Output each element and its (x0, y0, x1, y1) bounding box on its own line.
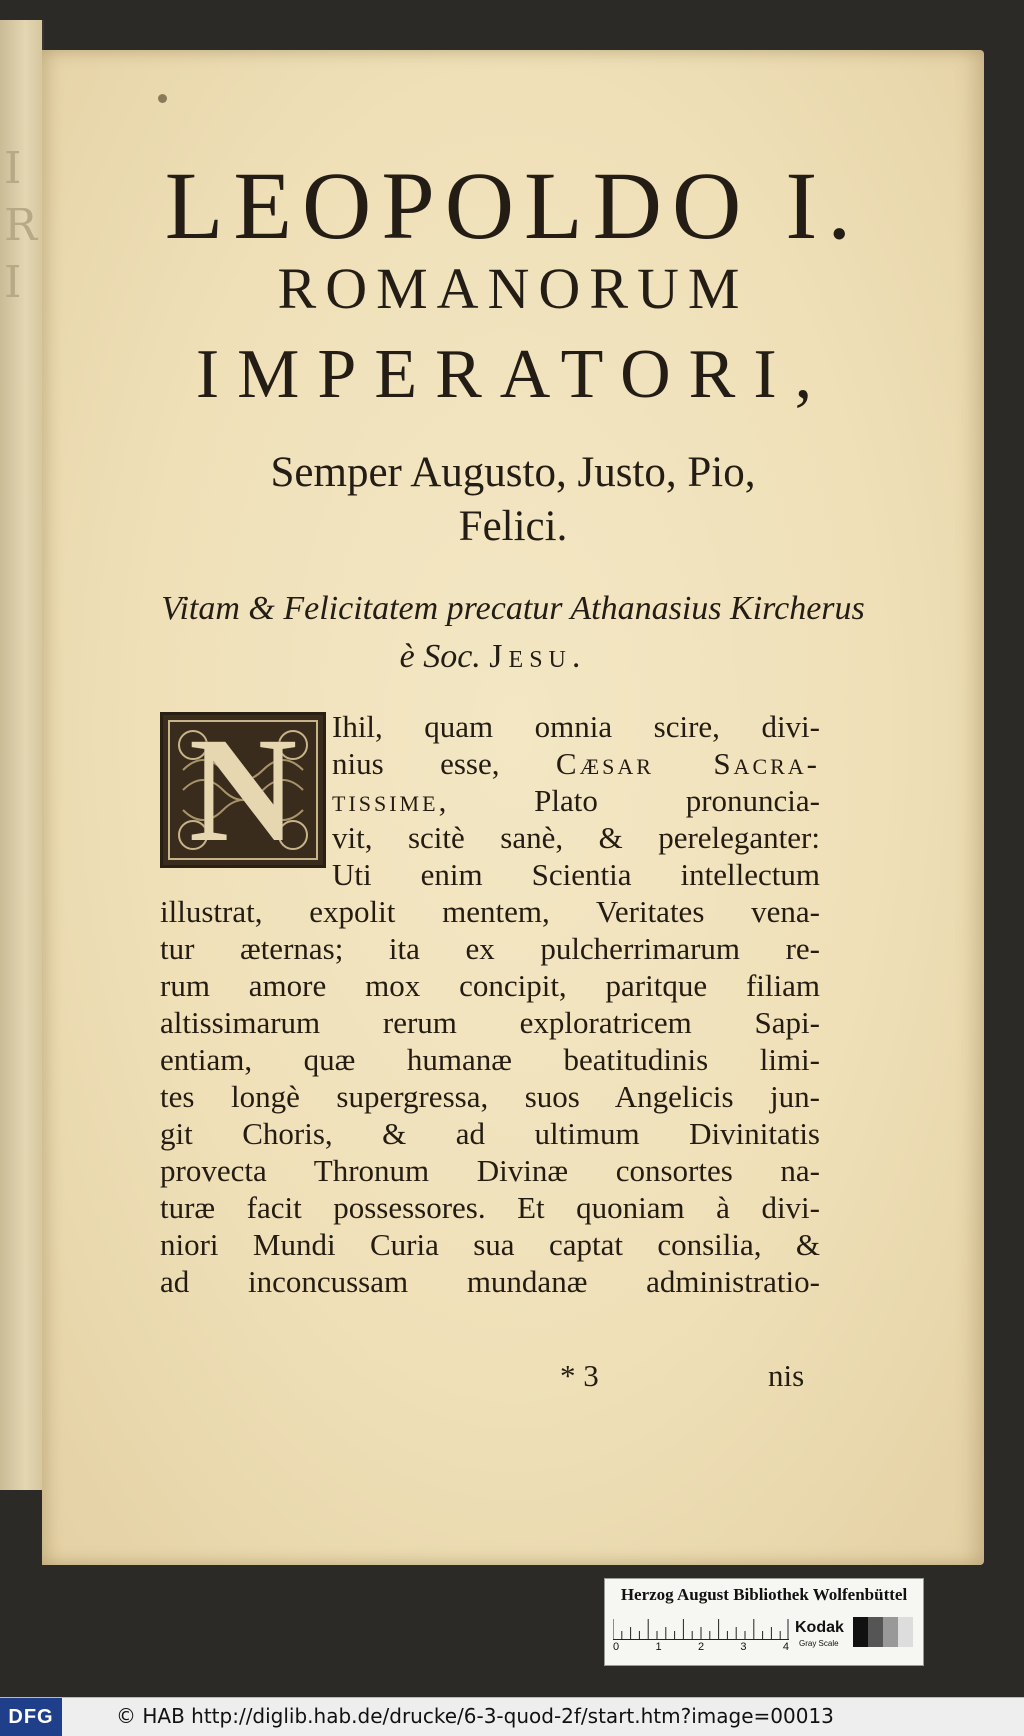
dedication-line-1: Vitam & Felicitatem precatur Athanasius Kircherus (161, 590, 865, 627)
ruler-number: 1 (655, 1641, 662, 1653)
body-line: ad inconcussam mundanæ administratio- (160, 1264, 820, 1299)
body-line: altissimarum rerum exploratricem Sapi- (160, 1005, 820, 1040)
gray-swatch (898, 1617, 913, 1647)
title-line-felici: Felici. (458, 503, 568, 550)
body-line: git Choris, & ad ultimum Divinitatis (160, 1116, 820, 1151)
library-name: Herzog August Bibliothek Wolfenbüttel (620, 1585, 908, 1604)
body-line-part: nius esse, (332, 746, 500, 781)
facing-page-edge (0, 20, 44, 1490)
signature-mark: * 3 (560, 1358, 599, 1393)
kodak-brand: Kodak (795, 1619, 844, 1636)
body-line: vit, scitè sanè, & pereleganter: (332, 820, 820, 855)
body-line: niori Mundi Curia sua captat consilia, & (160, 1227, 820, 1262)
dedication-line-2 (22, 638, 964, 676)
gray-swatch (883, 1617, 898, 1647)
ruler-number: 0 (613, 1641, 620, 1653)
ruler-number: 3 (740, 1641, 747, 1653)
viewer-footer (0, 1697, 1024, 1736)
body-line: Ihil, quam omnia scire, divi- (332, 709, 820, 744)
body-line: provecta Thronum Divinæ consortes na- (160, 1153, 820, 1188)
title-line-leopoldo: LEOPOLDO I. (164, 152, 862, 259)
library-color-card (604, 1578, 924, 1666)
ruler-numbers (613, 1641, 789, 1653)
dedication-society: è Soc. (399, 638, 481, 675)
body-line (332, 782, 820, 819)
gray-swatch (868, 1617, 883, 1647)
body-line: turæ facit possessores. Et quoniam à divi- (160, 1190, 820, 1225)
source-url-text: © HAB http://diglib.hab.de/drucke/6-3-quod-2f/start.htm?image=00013 (116, 1704, 834, 1728)
title-line-romanorum: ROMANORUM (277, 256, 749, 321)
body-line: Uti enim Scientia intellectum (332, 857, 820, 892)
body-line (332, 745, 820, 782)
ruler-number: 4 (782, 1641, 789, 1653)
kodak-gray-scale-label: Gray Scale (799, 1639, 839, 1648)
title-line-epithets: Semper Augusto, Justo, Pio, (270, 449, 756, 496)
body-line: illustrat, expolit mentem, Veritates vena- (160, 894, 820, 929)
body-line: rum amore mox concipit, paritque filiam (160, 968, 820, 1003)
gray-scale-swatches (853, 1617, 913, 1647)
ruler-icon (613, 1615, 789, 1640)
caesar-sacratissime-part2: tissime (332, 783, 439, 818)
catchword: nis (768, 1358, 805, 1393)
page-blemish (158, 94, 167, 103)
body-line: entiam, quæ humanæ beatitudinis limi- (160, 1042, 820, 1077)
bleed-through-text: I R I (4, 143, 38, 309)
caesar-sacratissime-part1: Cæsar Sacra- (555, 746, 821, 781)
dedication-jesu: Jesu. (489, 638, 587, 675)
ruler-number: 2 (697, 1641, 705, 1653)
book-page (42, 50, 984, 1565)
body-line: tes longè supergressa, suos Angelicis jun- (160, 1079, 820, 1114)
dfg-logo: DFG (0, 1698, 62, 1736)
initial-letter: N (188, 707, 298, 873)
body-line-part: , Plato pronuncia- (438, 783, 820, 818)
title-line-imperatori: IMPERATORI, (195, 336, 831, 413)
body-line: tur æternas; ita ex pulcherrimarum re- (160, 931, 820, 966)
body-paragraph (160, 708, 820, 1300)
gray-swatch (853, 1617, 868, 1647)
